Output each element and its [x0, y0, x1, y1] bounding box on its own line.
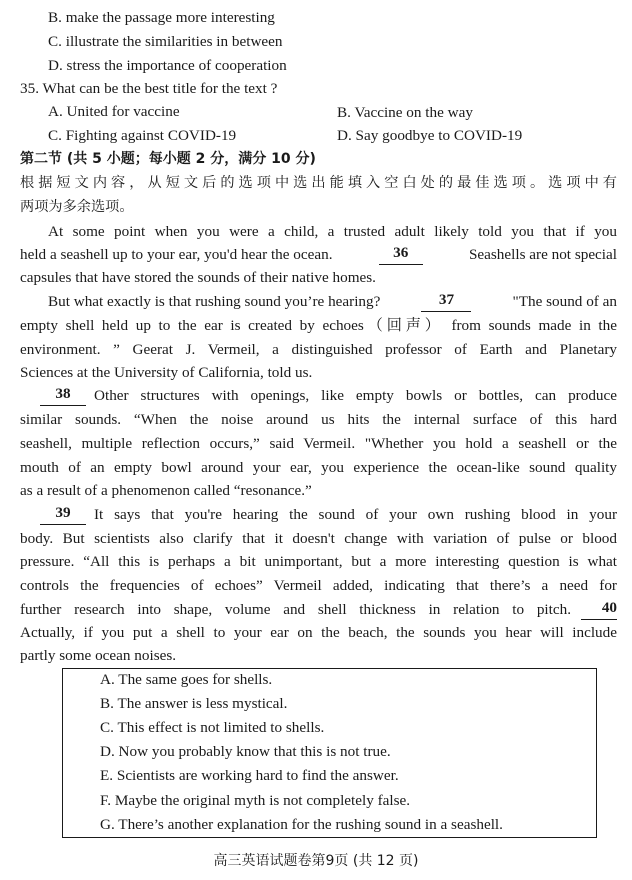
option-a: A. The same goes for shells.	[100, 671, 273, 688]
option-f: F. Maybe the original myth is not completely false.	[100, 792, 411, 809]
q35-option-c: C. Fighting against COVID-19	[48, 127, 237, 144]
passage-text: Seashells are not special	[468, 246, 617, 263]
passage-p4-line-7: partly some ocean noises.	[20, 647, 177, 664]
blank-38: 38	[40, 386, 86, 406]
passage-text: But what exactly is that rushing sound you’re hearing?	[48, 293, 381, 310]
q34-option-b: B. make the passage more interesting	[48, 9, 275, 26]
passage-text: Other structures with openings, like empty bowls or bottles, can produce	[94, 387, 617, 404]
blank-39: 39	[40, 505, 86, 525]
blank-37: 37	[421, 292, 471, 312]
q34-option-d: D. stress the importance of cooperation	[48, 57, 287, 74]
option-d: D. Now you probably know that this is not true.	[100, 743, 391, 760]
passage-text: "The sound of an	[512, 293, 617, 310]
blank-36: 36	[379, 245, 423, 265]
passage-p4-line-6: Actually, if you put a shell to your ear on the beach, the sounds you hear will include	[20, 624, 617, 641]
option-c: C. This effect is not limited to shells.	[100, 719, 325, 736]
passage-text: further research into shape, volume and shell thickness in relation to pitch.	[20, 601, 571, 618]
passage-p4-line-5	[20, 600, 617, 620]
passage-p2-line-2: empty shell held up to the ear is created by echoes（回声） from sounds made in the	[20, 317, 617, 334]
q35-option-a: A. United for vaccine	[48, 103, 180, 120]
section-heading: 第二节 (共 5 小题；每小题 2 分，满分 10 分)	[20, 151, 316, 167]
passage-p3-line-5: as a result of a phenomenon called “resonance.”	[20, 482, 312, 499]
passage-p2-line-1	[48, 292, 617, 312]
passage-p4-line-3: pressure. “All this is perhaps a bit unimportant, but a more interesting question is what	[20, 553, 617, 570]
option-e: E. Scientists are working hard to find the answer.	[100, 767, 399, 784]
passage-p3-line-3: seashell, multiple reflection occurs,” said Vermeil. "Whether you hold a seashell or the	[20, 435, 617, 452]
q35-option-b: B. Vaccine on the way	[337, 104, 473, 121]
passage-text: held a seashell up to your ear, you'd hear the ocean.	[20, 246, 333, 263]
q35-option-d: D. Say goodbye to COVID-19	[337, 127, 523, 144]
passage-text: It says that you're hearing the sound of your own rushing blood in your	[94, 506, 617, 523]
passage-p1-line-2	[20, 245, 617, 265]
passage-p4-line-2: body. But scientists also clarify that it doesn't change with variation of pulse or blood	[20, 530, 617, 547]
option-g: G. There’s another explanation for the rushing sound in a seashell.	[100, 816, 503, 833]
passage-p1-line-1: At some point when you were a child, a trusted adult likely told you that if you	[48, 223, 617, 240]
blank-40: 40	[581, 600, 617, 620]
passage-p1-line-3: capsules that have stored the sounds of their native homes.	[20, 269, 376, 286]
option-b: B. The answer is less mystical.	[100, 695, 288, 712]
passage-p4-line-1	[40, 505, 617, 525]
q35-stem: 35. What can be the best title for the text ?	[20, 80, 278, 97]
passage-p3-line-1	[40, 386, 617, 406]
passage-p2-line-3: environment. ” Geerat J. Vermeil, a distinguished professor of Earth and Planetary	[20, 341, 617, 358]
passage-p3-line-4: mouth of an empty bowl around your ear, you experience the ocean-like sound quality	[20, 459, 617, 476]
passage-p3-line-2: similar sounds. “When the noise around us hits the internal surface of this hard	[20, 411, 617, 428]
page-footer: 高三英语试题卷第9页 (共 12 页)	[213, 853, 419, 869]
section-instruction-line-1: 根据短文内容，从短文后的选项中选出能填入空白处的最佳选项。选项中有	[20, 175, 617, 191]
q34-option-c: C. illustrate the similarities in between	[48, 33, 283, 50]
passage-p4-line-4: controls the frequencies of echoes” Vermeil added, indicating that there’s a need for	[20, 577, 617, 594]
section-instruction-line-2: 两项为多余选项。	[20, 199, 134, 215]
passage-p2-line-4: Sciences at the University of California, told us.	[20, 364, 313, 381]
